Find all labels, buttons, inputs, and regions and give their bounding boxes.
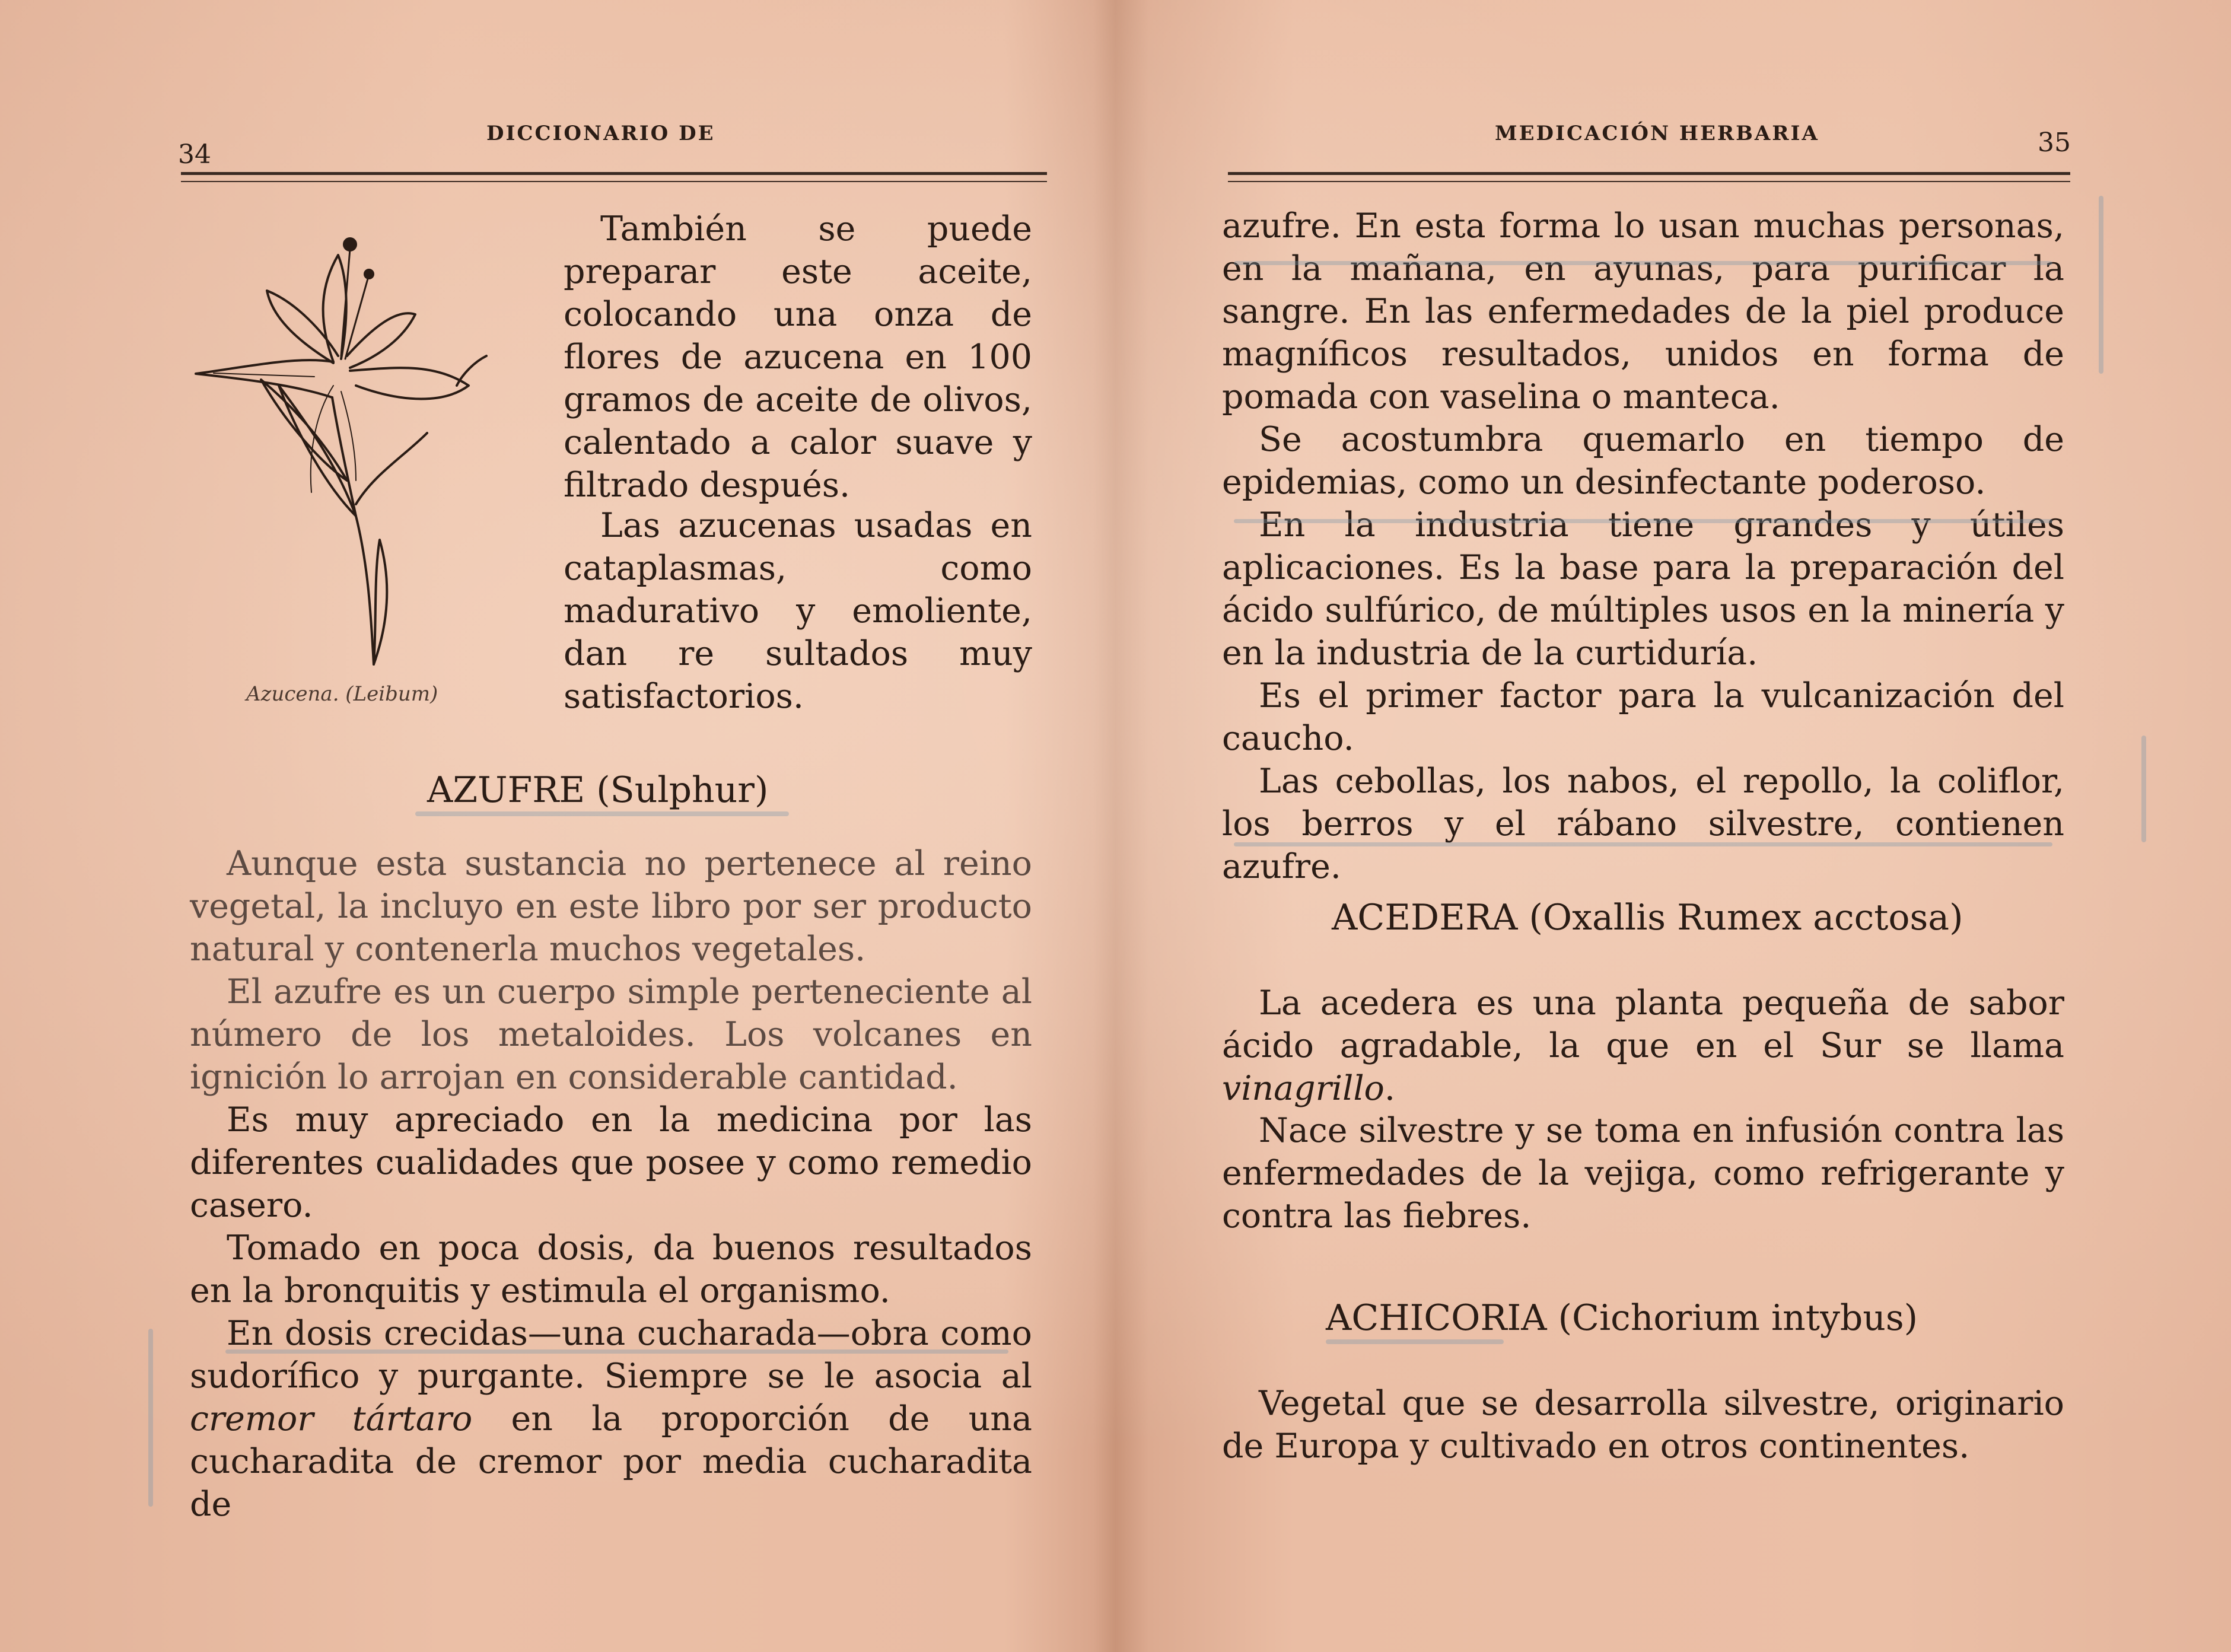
azufre-continued-5-text: Las cebollas, los nabos, el repollo, la coliflor, los berros y el rábano silvestre, contienen azufre. (1222, 762, 2064, 886)
pencil-underline (1326, 1339, 1504, 1344)
intro-paragraph-1-text: También se puede preparar este aceite, colocando una onza de flores de azucena en 100 gramos de aceite de olivos, calentado a calor suave y filtrado después. (564, 209, 1032, 505)
azufre-paragraph-5-italic: cremor tártaro (190, 1399, 473, 1438)
acedera-paragraph-1-text-b: . (1384, 1069, 1395, 1108)
section-title-acedera: ACEDERA (Oxallis Rumex acctosa) (1332, 897, 1963, 938)
pencil-underline (415, 811, 789, 816)
lily-illustration (178, 208, 510, 682)
pencil-margin-mark (2141, 736, 2146, 842)
azufre-continued-4 (1222, 674, 2064, 760)
pencil-margin-mark (2099, 196, 2103, 374)
pencil-underline (1234, 519, 2052, 523)
intro-paragraph-2 (564, 504, 1032, 718)
header-rule (181, 172, 1047, 175)
running-head: MEDICACIÓN HERBARIA (1495, 122, 1819, 145)
intro-paragraph-2-text: Las azucenas usadas en cataplasmas, como madurativo y emoliente, dan re sultados muy satisfactorios. (564, 506, 1032, 716)
azufre-continued-5 (1222, 760, 2064, 888)
page-number: 34 (178, 139, 211, 170)
azufre-paragraph-4 (190, 1227, 1032, 1312)
pencil-margin-mark (148, 1329, 153, 1507)
header-rule-thin (181, 181, 1047, 182)
azufre-continued-2-text: Se acostumbra quemarlo en tiempo de epidemias, como un desinfectante poderoso. (1222, 420, 2064, 502)
azufre-paragraph-2-text: El azufre es un cuerpo simple perteneciente al número de los metaloides. Los volcanes en ignición lo arrojan en considerable cantidad. (190, 972, 1032, 1097)
pencil-underline (1234, 261, 2052, 265)
intro-paragraph-1 (564, 208, 1032, 507)
acedera-paragraph-2 (1222, 1109, 2064, 1237)
acedera-paragraph-2-text: Nace silvestre y se toma en infusión contra las enfermedades de la vejiga, como refrigerante y contra las fiebres. (1222, 1111, 2064, 1236)
azufre-continued-3-text: En la industria tiene grandes y útiles aplicaciones. Es la base para la preparación del ácido sulfúrico, de múltiples usos en la minería y en la industria de la curtiduría. (1222, 505, 2064, 673)
azufre-paragraph-1 (190, 842, 1032, 970)
left-page (0, 0, 1115, 1652)
header-rule-thin (1228, 181, 2070, 182)
azufre-paragraph-5-text-a: En dosis crecidas—una cucharada—obra como sudorífico y purgante. Siempre se le asocia al (190, 1314, 1032, 1396)
section-title-azufre: AZUFRE (Sulphur) (427, 769, 769, 811)
azufre-paragraph-1-text: Aunque esta sustancia no pertenece al reino vegetal, la incluyo en este libro por ser producto natural y contenerla muchos vegetales. (190, 844, 1032, 969)
azufre-paragraph-3 (190, 1099, 1032, 1227)
azufre-paragraph-4-text: Tomado en poca dosis, da buenos resultados en la bronquitis y estimula el organismo. (190, 1228, 1032, 1310)
acedera-paragraph-1-text-a: La acedera es una planta pequeña de sabor ácido agradable, la que en el Sur se llama (1222, 983, 2064, 1065)
azufre-continued-4-text: Es el primer factor para la vulcanización del caucho. (1222, 676, 2064, 758)
pencil-underline (225, 1349, 1008, 1354)
acedera-paragraph-1 (1222, 982, 2064, 1110)
running-head: DICCIONARIO DE (486, 122, 715, 145)
achicoria-paragraph-1-text: Vegetal que se desarrolla silvestre, originario de Europa y cultivado en otros continentes. (1222, 1384, 2064, 1466)
azufre-continued-1-text: azufre. En esta forma lo usan muchas personas, en la mañana, en ayunas, para purificar la sangre. En las enfermedades de la piel produce magníficos resultados, unidos en forma de pomada con vaselina o manteca. (1222, 206, 2064, 416)
page-number: 35 (2038, 128, 2071, 158)
acedera-paragraph-1-italic: vinagrillo (1222, 1069, 1385, 1108)
figure-caption: Azucena. (Leibum) (246, 682, 438, 706)
achicoria-paragraph-1 (1222, 1382, 2064, 1468)
azufre-continued-3 (1222, 504, 2064, 674)
pencil-underline (1234, 842, 2052, 846)
azufre-paragraph-5-text-b: en la proporción de una cucharadita de cremor por media cucharadita de (190, 1399, 1032, 1524)
azufre-paragraph-5 (190, 1312, 1032, 1526)
azufre-continued-2 (1222, 418, 2064, 504)
azufre-continued-1 (1222, 205, 2064, 418)
azufre-paragraph-3-text: Es muy apreciado en la medicina por las diferentes cualidades que posee y como remedio casero. (190, 1100, 1032, 1225)
section-title-achicoria: ACHICORIA (Cichorium intybus) (1326, 1297, 1918, 1339)
right-page (1115, 0, 2231, 1652)
header-rule (1228, 172, 2070, 175)
azufre-paragraph-2 (190, 970, 1032, 1099)
